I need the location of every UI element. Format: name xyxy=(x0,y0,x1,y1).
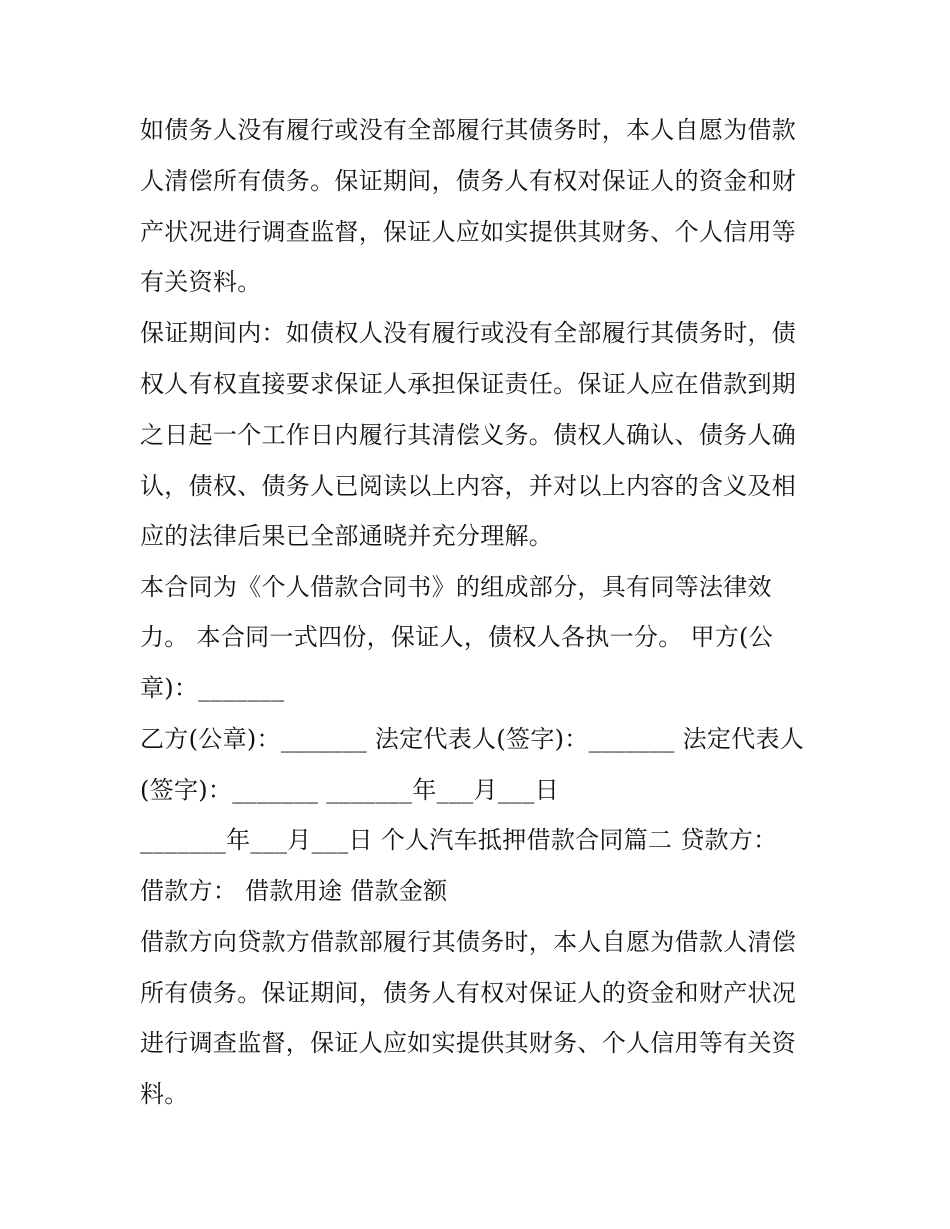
text-line: 借款方： 借款用途 借款金额 xyxy=(140,877,448,905)
text-line: 料。 xyxy=(140,1080,189,1108)
text-line: 权人有权直接要求保证人承担保证责任。保证人应在借款到期 xyxy=(140,370,797,398)
text-line: 乙方(公章)：_______ 法定代表人(签字)：_______ 法定代表人 xyxy=(140,725,805,753)
text-line: 有关资料。 xyxy=(140,268,262,296)
text-line: 章)：_______ xyxy=(140,674,285,702)
text-line: 之日起一个工作日内履行其清偿义务。债权人确认、债务人确 xyxy=(140,421,797,449)
text-line: 借款方向贷款方借款部履行其债务时，本人自愿为借款人清偿 xyxy=(140,928,797,956)
text-line: 保证期间内：如债权人没有履行或没有全部履行其债务时，债 xyxy=(140,319,797,347)
text-line: 进行调查监督，保证人应如实提供其财务、个人信用等有关资 xyxy=(140,1029,797,1057)
text-line: 人清偿所有债务。保证期间，债务人有权对保证人的资金和财 xyxy=(140,167,797,195)
text-line: 认，债权、债务人已阅读以上内容，并对以上内容的含义及相 xyxy=(140,472,797,500)
text-line: 应的法律后果已全部通晓并充分理解。 xyxy=(140,522,554,550)
text-line: 力。 本合同一式四份，保证人，债权人各执一分。 甲方(公 xyxy=(140,623,774,651)
text-line: _______年___月___日 个人汽车抵押借款合同篇二 贷款方： xyxy=(140,826,778,854)
text-line: 产状况进行调查监督，保证人应如实提供其财务、个人信用等 xyxy=(140,218,797,246)
text-line: (签字)：_______ _______年___月___日 xyxy=(140,776,560,804)
text-line: 本合同为《个人借款合同书》的组成部分，具有同等法律效 xyxy=(140,573,772,601)
text-line: 所有债务。保证期间，债务人有权对保证人的资金和财产状况 xyxy=(140,979,797,1007)
text-line: 如债务人没有履行或没有全部履行其债务时，本人自愿为借款 xyxy=(140,116,797,144)
